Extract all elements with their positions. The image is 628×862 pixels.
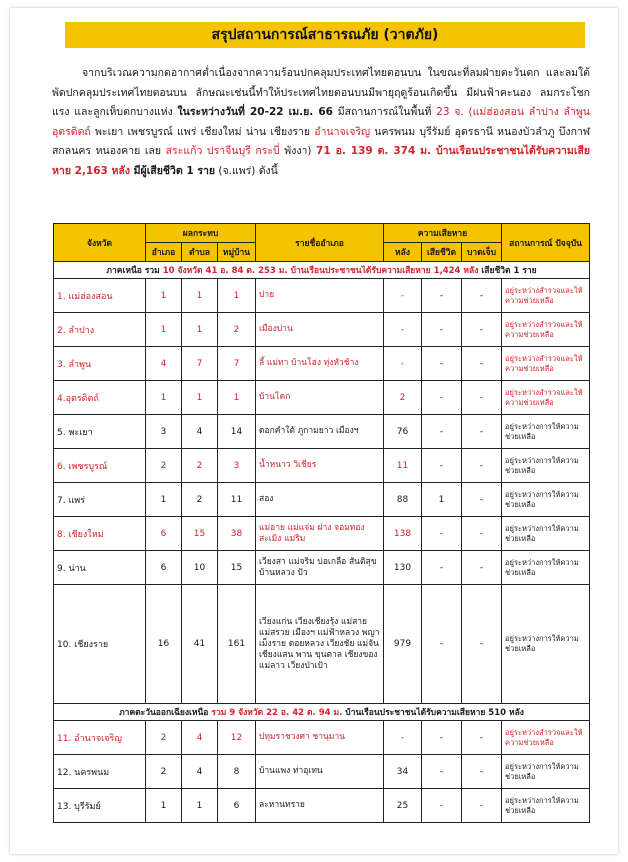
amphoe-count: 1 xyxy=(146,789,182,823)
district-names-cell: ปทุมราชวงศา ชานุมาน xyxy=(256,721,384,755)
header-damage: ความเสียหาย xyxy=(384,224,502,243)
houses-damaged: 138 xyxy=(384,517,422,551)
deaths-count: - xyxy=(422,789,462,823)
deaths-count: - xyxy=(422,415,462,449)
status-cell: อยู่ระหว่างสำรวจและให้ความช่วยเหลือ xyxy=(502,313,590,347)
table-row xyxy=(54,551,590,585)
amphoe-count: 1 xyxy=(146,279,182,313)
province-cell: 3. ลำพูน xyxy=(54,347,146,381)
tambon-count: 1 xyxy=(182,381,218,415)
injured-count: - xyxy=(462,483,502,517)
injured-count: - xyxy=(462,585,502,704)
deaths-count: - xyxy=(422,517,462,551)
province-cell: 13. บุรีรัมย์ xyxy=(54,789,146,823)
region-damage: บ้านเรือนประชาชนได้รับความเสียหาย 510 หลัง xyxy=(342,708,524,718)
amphoe-count: 16 xyxy=(146,585,182,704)
houses-damaged: 25 xyxy=(384,789,422,823)
injured-count: - xyxy=(462,313,502,347)
table-row xyxy=(54,415,590,449)
deaths-count: - xyxy=(422,381,462,415)
region-summary: รวม 9 จังหวัด 22 อ. 42 ต. 94 ม. xyxy=(211,708,343,718)
tambon-count: 10 xyxy=(182,551,218,585)
table-row xyxy=(54,585,590,704)
amphoe-count: 6 xyxy=(146,517,182,551)
houses-damaged: 979 xyxy=(384,585,422,704)
status-cell: อยู่ระหว่างสำรวจและให้ความช่วยเหลือ xyxy=(502,721,590,755)
table-row xyxy=(54,279,590,313)
district-names-cell: บ้านแพง ท่าอุเทน xyxy=(256,755,384,789)
table-row xyxy=(54,517,590,551)
status-cell: อยู่ระหว่างสำรวจและให้ความช่วยเหลือ xyxy=(502,347,590,381)
injured-count: - xyxy=(462,347,502,381)
injured-count: - xyxy=(462,755,502,789)
table-row xyxy=(54,721,590,755)
injured-count: - xyxy=(462,551,502,585)
tambon-count: 7 xyxy=(182,347,218,381)
amphoe-count: 3 xyxy=(146,415,182,449)
mooban-count: 3 xyxy=(218,449,256,483)
table-row xyxy=(54,347,590,381)
header-status: สถานการณ์ ปัจจุบัน xyxy=(502,224,590,262)
deaths-count: - xyxy=(422,551,462,585)
district-names-cell: สอง xyxy=(256,483,384,517)
header-province: จังหวัด xyxy=(54,224,146,262)
header-district-names: รายชื่ออำเภอ xyxy=(256,224,384,262)
tambon-count: 4 xyxy=(182,721,218,755)
injured-count: - xyxy=(462,449,502,483)
district-names-cell: เวียงสา แม่จริม บ่อเกลือ สันติสุข บ้านหลวง ปัว xyxy=(256,551,384,585)
intro-text: มีสถานการณ์ในพื้นที่ xyxy=(332,106,437,118)
amphoe-count: 2 xyxy=(146,449,182,483)
district-names-cell: เวียงแก่น เวียงเชียงรุ้ง แม่สาย แม่สรวย เมืองฯ แม่ฟ้าหลวง พญาเม็งราย ดอยหลวง เวียงชัย แม่จัน เชียงแสน พาน ขุนตาล เชียงของ แม่ลาว เวียงป่าเป้า xyxy=(256,585,384,704)
deaths-count: - xyxy=(422,755,462,789)
document-title: สรุปสถานการณ์สาธารณภัย (วาตภัย) xyxy=(65,22,585,48)
mooban-count: 7 xyxy=(218,347,256,381)
tambon-count: 15 xyxy=(182,517,218,551)
province-cell: 7. แพร่ xyxy=(54,483,146,517)
province-cell: 6. เพชรบูรณ์ xyxy=(54,449,146,483)
status-cell: อยู่ระหว่างการให้ความช่วยเหลือ xyxy=(502,517,590,551)
region-row-northeast xyxy=(54,704,590,721)
province-cell: 10. เชียงราย xyxy=(54,585,146,704)
table-row xyxy=(54,755,590,789)
amphoe-count: 2 xyxy=(146,721,182,755)
province-cell: 4.อุตรดิตถ์ xyxy=(54,381,146,415)
amphoe-count: 1 xyxy=(146,381,182,415)
deaths-count: - xyxy=(422,313,462,347)
mooban-count: 1 xyxy=(218,279,256,313)
deaths-count: 1 xyxy=(422,483,462,517)
tambon-count: 41 xyxy=(182,585,218,704)
province-cell: 2. ลำปาง xyxy=(54,313,146,347)
mooban-count: 1 xyxy=(218,381,256,415)
region-row-north xyxy=(54,262,590,279)
region-label: ภาคตะวันออกเฉียงเหนือ xyxy=(119,708,212,718)
intro-death-summary: มีผู้เสียชีวิต 1 ราย xyxy=(129,164,216,177)
status-cell: อยู่ระหว่างสำรวจและให้ความช่วยเหลือ xyxy=(502,279,590,313)
intro-damage-summary: 71 อ. 139 ต. 374 ม. บ้านเรือนประชาชนได้รับความเสียหาย 2,163 หลัง xyxy=(52,145,591,177)
region-label: ภาคเหนือ รวม xyxy=(106,266,163,276)
district-names-cell: ดอกคำใต้ ภูกามยาว เมืองฯ xyxy=(256,415,384,449)
amphoe-count: 1 xyxy=(146,483,182,517)
intro-text: จากบริเวณความกดอากาศต่ำเนื่องจากความร้อนปกคลุมประเทศไทยตอนบน ในขณะที่ลมฝ่ายตะวันตก และลมใต้พัดปกคลุมประเทศไทยตอนบน ลักษณะเช่นนี้ทำให้ประเทศไทยตอนบนมีพายุฤดูร้อนเกิดขึ้น มีฝนฟ้าคะนอง ลมกระโชกแรง และลูกเห็บตกบางแห่ง xyxy=(52,67,590,118)
injured-count: - xyxy=(462,279,502,313)
mooban-count: 38 xyxy=(218,517,256,551)
province-cell: 12. นครพนม xyxy=(54,755,146,789)
district-names-cell: แม่อาย แม่แจ่ม ฝาง จอมทอง สะเมิง แม่ริม xyxy=(256,517,384,551)
district-names-cell: น้ำหนาว วิเชียร xyxy=(256,449,384,483)
houses-damaged: 34 xyxy=(384,755,422,789)
province-cell: 8. เชียงใหม่ xyxy=(54,517,146,551)
intro-provinces-red: สระแก้ว ปราจีนบุรี กระบี่ xyxy=(165,145,280,157)
province-cell: 5. พะเยา xyxy=(54,415,146,449)
table-row xyxy=(54,381,590,415)
intro-provinces-red: อำนาจเจริญ xyxy=(314,125,371,138)
status-cell: อยู่ระหว่างการให้ความช่วยเหลือ xyxy=(502,449,590,483)
region-summary: 10 จังหวัด 41 อ. 84 ต. 253 ม. บ้านเรือนประชาชนได้รับความเสียหาย 1,424 หลัง xyxy=(162,266,479,276)
mooban-count: 12 xyxy=(218,721,256,755)
intro-provinces: พังงา) xyxy=(279,145,317,157)
houses-damaged: - xyxy=(384,313,422,347)
district-names-cell: ละหานทราย xyxy=(256,789,384,823)
houses-damaged: - xyxy=(384,279,422,313)
amphoe-count: 4 xyxy=(146,347,182,381)
header-tambon: ตำบล xyxy=(182,243,218,262)
status-cell: อยู่ระหว่างการให้ความช่วยเหลือ xyxy=(502,755,590,789)
tambon-count: 4 xyxy=(182,755,218,789)
disaster-table xyxy=(53,223,590,823)
amphoe-count: 1 xyxy=(146,313,182,347)
houses-damaged: - xyxy=(384,347,422,381)
table-row xyxy=(54,483,590,517)
table-row xyxy=(54,449,590,483)
houses-damaged: 88 xyxy=(384,483,422,517)
table-row xyxy=(54,313,590,347)
intro-paragraph xyxy=(52,64,590,181)
district-names-cell: บ้านโคก xyxy=(256,381,384,415)
status-cell: อยู่ระหว่างการให้ความช่วยเหลือ xyxy=(502,415,590,449)
houses-damaged: 11 xyxy=(384,449,422,483)
header-mooban: หมู่บ้าน xyxy=(218,243,256,262)
deaths-count: - xyxy=(422,721,462,755)
mooban-count: 14 xyxy=(218,415,256,449)
amphoe-count: 2 xyxy=(146,755,182,789)
amphoe-count: 6 xyxy=(146,551,182,585)
header-impact: ผลกระทบ xyxy=(146,224,256,243)
injured-count: - xyxy=(462,517,502,551)
intro-provinces-red: (แม่ฮ่องสอน ลำปาง ลำพูน อุตรดิตถ์ xyxy=(52,106,590,138)
intro-provinces: พะเยา เพชรบูรณ์ แพร่ เชียงใหม่ น่าน เชียงราย xyxy=(90,125,315,138)
tambon-count: 2 xyxy=(182,449,218,483)
header-deaths: เสียชีวิต xyxy=(422,243,462,262)
injured-count: - xyxy=(462,789,502,823)
injured-count: - xyxy=(462,721,502,755)
mooban-count: 8 xyxy=(218,755,256,789)
header-houses: หลัง xyxy=(384,243,422,262)
status-cell: อยู่ระหว่างการให้ความช่วยเหลือ xyxy=(502,483,590,517)
houses-damaged: - xyxy=(384,721,422,755)
province-cell: 11. อำนาจเจริญ xyxy=(54,721,146,755)
status-cell: อยู่ระหว่างการให้ความช่วยเหลือ xyxy=(502,585,590,704)
houses-damaged: 2 xyxy=(384,381,422,415)
district-names-cell: ลี้ แม่ทา บ้านโฮ่ง ทุ่งหัวช้าง xyxy=(256,347,384,381)
injured-count: - xyxy=(462,415,502,449)
mooban-count: 161 xyxy=(218,585,256,704)
status-cell: อยู่ระหว่างสำรวจและให้ความช่วยเหลือ xyxy=(502,381,590,415)
mooban-count: 2 xyxy=(218,313,256,347)
region-deaths: เสียชีวิต 1 ราย xyxy=(478,266,537,276)
intro-provinces: นครพนม บุรีรัมย์ อุดรธานี หนองบัวลำภู บึงกาฬ สกลนคร หนองคาย เลย xyxy=(52,125,590,157)
tambon-count: 1 xyxy=(182,789,218,823)
deaths-count: - xyxy=(422,585,462,704)
status-cell: อยู่ระหว่างการให้ความช่วยเหลือ xyxy=(502,789,590,823)
header-amphoe: อำเภอ xyxy=(146,243,182,262)
mooban-count: 6 xyxy=(218,789,256,823)
province-cell: 9. น่าน xyxy=(54,551,146,585)
district-names-cell: เมืองปาน xyxy=(256,313,384,347)
intro-text: (จ.แพร่) ดังนี้ xyxy=(215,164,278,177)
tambon-count: 4 xyxy=(182,415,218,449)
tambon-count: 1 xyxy=(182,313,218,347)
tambon-count: 1 xyxy=(182,279,218,313)
houses-damaged: 130 xyxy=(384,551,422,585)
table-row xyxy=(54,789,590,823)
deaths-count: - xyxy=(422,279,462,313)
deaths-count: - xyxy=(422,347,462,381)
intro-date-range: ในระหว่างวันที่ 20-22 เม.ย. 66 xyxy=(177,106,333,118)
header-injured: บาดเจ็บ xyxy=(462,243,502,262)
status-cell: อยู่ระหว่างการให้ความช่วยเหลือ xyxy=(502,551,590,585)
deaths-count: - xyxy=(422,449,462,483)
tambon-count: 2 xyxy=(182,483,218,517)
mooban-count: 15 xyxy=(218,551,256,585)
mooban-count: 11 xyxy=(218,483,256,517)
intro-province-count: 23 จ. xyxy=(436,106,464,118)
district-names-cell: ปาย xyxy=(256,279,384,313)
injured-count: - xyxy=(462,381,502,415)
document-page xyxy=(10,8,618,854)
houses-damaged: 76 xyxy=(384,415,422,449)
province-cell: 1. แม่ฮ่องสอน xyxy=(54,279,146,313)
